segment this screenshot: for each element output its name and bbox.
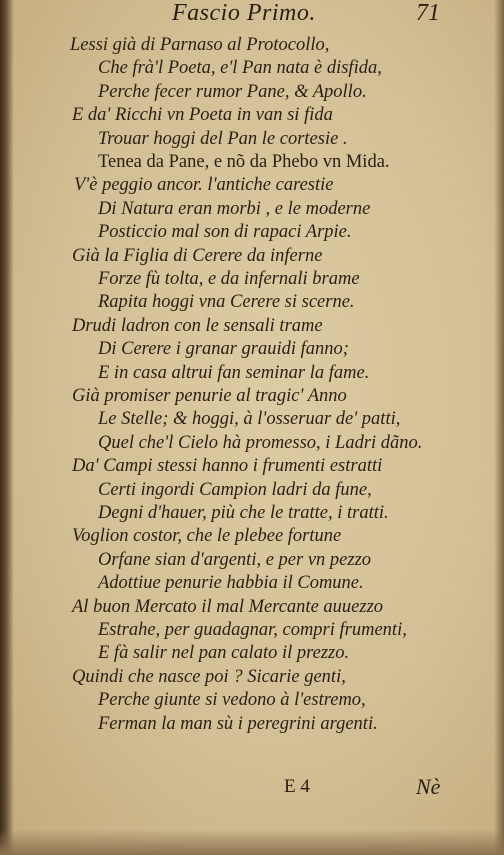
page-edge-shadow (494, 0, 504, 855)
verse-line: E in casa altrui fan seminar la fame. (98, 362, 370, 383)
page-header (0, 0, 504, 28)
verse-line: E fà salir nel pan calato il prezzo. (98, 643, 350, 664)
verse-line: Quel che'l Cielo hà promesso, i Ladri dãno. (98, 432, 423, 453)
verse-line: Estrahe, per guadagnar, compri frumenti, (98, 620, 407, 640)
verse-line: Che frà'l Poeta, e'l Pan nata è disfida, (98, 58, 382, 79)
verse-line: Voglion costor, che le plebee fortune (72, 526, 342, 547)
verse-line: Ferman la man sù i peregrini argenti. (98, 713, 378, 734)
verse-line: Forze fù tolta, e da infernali brame (98, 269, 360, 289)
verse-line: Drudi ladron con le sensali trame (72, 315, 323, 336)
verse-line: Lessi già di Parnaso al Protocollo, (70, 35, 330, 55)
verse-line: Trouar hoggi del Pan le cortesie . (98, 128, 348, 149)
verse-line: Di Cerere i granar grauidi fanno; (98, 339, 349, 360)
running-head: Fascio Primo. (172, 0, 316, 26)
verse-line: Già la Figlia di Cerere da inferne (72, 245, 323, 266)
verse-line: Al buon Mercato il mal Mercante auuezzo (72, 596, 384, 617)
verse-line: Perche fecer rumor Pane, & Apollo. (98, 81, 367, 102)
verse-line: Degni d'hauer, più che le tratte, i tratti. (98, 503, 389, 523)
verse-line: V'è peggio ancor. l'antiche carestie (74, 175, 334, 196)
verse-line: Quindi che nasce poi ? Sicarie genti, (72, 666, 346, 687)
verse-line: Perche giunte si vedono à l'estremo, (98, 690, 366, 711)
page-footer (0, 774, 504, 804)
verse-line: Da' Campi stessi hanno i frumenti estratti (72, 456, 383, 477)
verse-line: Già promiser penurie al tragic' Anno (72, 386, 347, 406)
signature-mark: E 4 (284, 776, 310, 797)
verse-line: Adottiue penurie habbia il Comune. (98, 573, 364, 594)
verse-line: Le Stelle; & hoggi, à l'osseruar de' patti, (98, 409, 401, 430)
page-bottom-shadow (0, 829, 504, 855)
page-number: 71 (416, 0, 440, 26)
verse-line: Di Natura eran morbi , e le moderne (98, 198, 371, 219)
verse-line: Orfane sian d'argenti, e per vn pezzo (98, 549, 372, 570)
verse-line: Certi ingordi Campion ladri da fune, (98, 479, 372, 500)
catchword: Nè (416, 774, 441, 799)
verse-line: Posticcio mal son di rapaci Arpie. (98, 222, 352, 243)
verse-line: Rapita hoggi vna Cerere si scerne. (98, 292, 355, 313)
page-gutter-shadow (0, 0, 14, 855)
verse-line: Tenea da Pane, e nõ da Phebo vn Mida. (98, 152, 390, 172)
verse-line: E da' Ricchi vn Poeta in van si fida (72, 105, 333, 126)
